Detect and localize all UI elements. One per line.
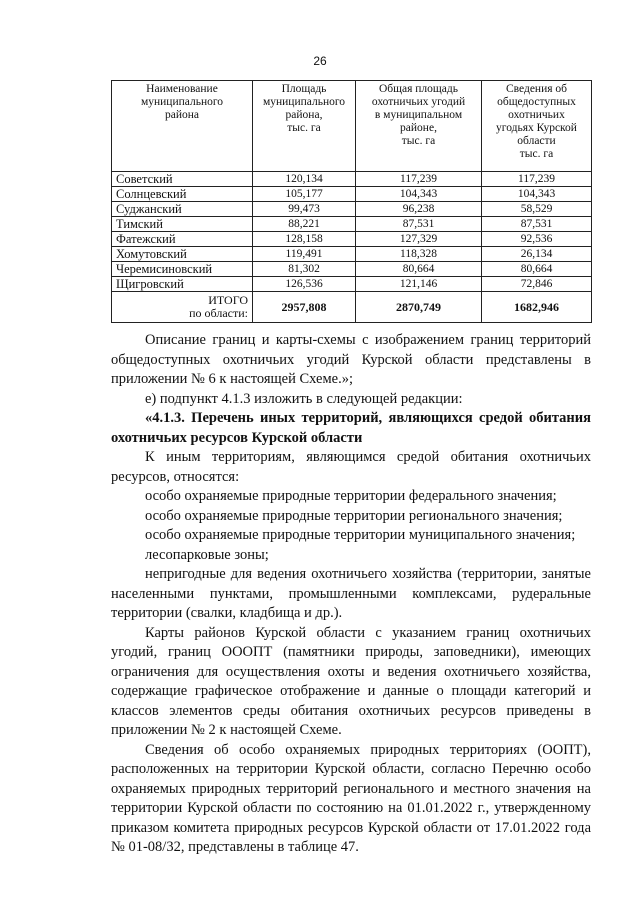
total-public-hunting-area: 1682,946 [482,292,592,323]
hunting-area-cell: 80,664 [356,262,482,277]
table-row [112,187,592,202]
hunting-area-cell: 117,239 [356,172,482,187]
hunting-area-cell: 127,329 [356,232,482,247]
paragraph-subclause-instruction: е) подпункт 4.1.3 изложить в следующей редакции: [145,390,463,407]
district-area-cell: 128,158 [253,232,356,247]
district-area-cell: 126,536 [253,277,356,292]
total-label: ИТОГО по области: [112,292,253,323]
hunting-area-cell: 96,238 [356,202,482,217]
public-hunting-area-cell: 117,239 [482,172,592,187]
header-public-hunting-area: Сведения об общедоступных охотничьих угодьях Курской области тыс. га [482,81,592,172]
header-district-name: Наименование муниципального района [112,81,253,172]
public-hunting-area-cell: 80,664 [482,262,592,277]
public-hunting-area-cell: 104,343 [482,187,592,202]
district-area-cell: 105,177 [253,187,356,202]
hunting-area-cell: 118,328 [356,247,482,262]
district-name-cell: Советский [112,172,253,187]
paragraph-maps-description: Описание границ и карты-схемы с изображением границ территорий общедоступных охотничьих угодий Курской области представлены в приложении № 6 к настоящей Схеме.»; [111,332,591,387]
district-area-cell: 99,473 [253,202,356,217]
district-area-cell: 81,302 [253,262,356,277]
public-hunting-area-cell: 72,846 [482,277,592,292]
public-hunting-area-cell: 87,531 [482,217,592,232]
document-body-text [111,331,591,858]
district-name-cell: Щигровский [112,277,253,292]
header-district-area: Площадь муниципального района, тыс. га [253,81,356,172]
hunting-area-cell: 87,531 [356,217,482,232]
district-area-cell: 120,134 [253,172,356,187]
public-hunting-area-cell: 26,134 [482,247,592,262]
header-hunting-area: Общая площадь охотничьих угодий в муниципальном районе, тыс. га [356,81,482,172]
paragraph-other-territories-intro: К иным территориям, являющимся средой обитания охотничьих ресурсов, относятся: [111,449,591,485]
page-number: 26 [313,54,327,68]
district-area-cell: 88,221 [253,217,356,232]
table-row [112,172,592,187]
district-area-cell: 119,491 [253,247,356,262]
total-hunting-area: 2870,749 [356,292,482,323]
list-item: особо охраняемые природные территории регионального значения; [145,507,563,524]
list-item: особо охраняемые природные территории федерального значения; [145,488,557,504]
district-name-cell: Тимский [112,217,253,232]
district-name-cell: Хомутовский [112,247,253,262]
hunting-area-cell: 121,146 [356,277,482,292]
total-district-area: 2957,808 [253,292,356,323]
district-name-cell: Солнцевский [112,187,253,202]
public-hunting-area-cell: 58,529 [482,202,592,217]
table-row [112,277,592,292]
table-row [112,232,592,247]
hunting-area-cell: 104,343 [356,187,482,202]
table-row [112,247,592,262]
district-name-cell: Черемисиновский [112,262,253,277]
table-header-row [112,81,592,172]
districts-area-table [111,80,592,323]
list-item: лесопарковые зоны; [145,546,269,563]
section-heading-4-1-3: «4.1.3. Перечень иных территорий, являющихся средой обитания охотничьих ресурсов Курской области [111,410,591,446]
list-item: особо охраняемые природные территории муниципального значения; [145,527,576,543]
paragraph-protected-areas: Сведения об особо охраняемых природных территориях (ООПТ), расположенных на территории Курской области, согласно Перечню особо охраняемых природных территорий регионального и местного значения на территории Курской области по состоянию на 01.01.2022 г., утвержденному приказом комитета природных ресурсов Курской области от 17.01.2022 года № 01-08/32, представлены в таблице 47. [111,741,591,855]
list-item: непригодные для ведения охотничьего хозяйства (территории, занятые населенными пунктами, промышленными комплексами, рудеральные территории (свалки, кладбища и др.). [111,566,591,621]
table-row [112,262,592,277]
table-total-row [112,292,592,323]
public-hunting-area-cell: 92,536 [482,232,592,247]
table-row [112,202,592,217]
table-row [112,217,592,232]
paragraph-district-maps: Карты районов Курской области с указанием границ охотничьих угодий, границ ОООПТ (памятники природы, заповедники), имеющих ограничения для осуществления охоты и ведения охотничьего хозяйства, содержащие графическое отображение и данные о площади категорий и классов элементов среды обитания охотничьих ресурсов приведены в приложении № 2 к настоящей Схеме. [111,624,591,738]
district-name-cell: Суджанский [112,202,253,217]
district-name-cell: Фатежский [112,232,253,247]
